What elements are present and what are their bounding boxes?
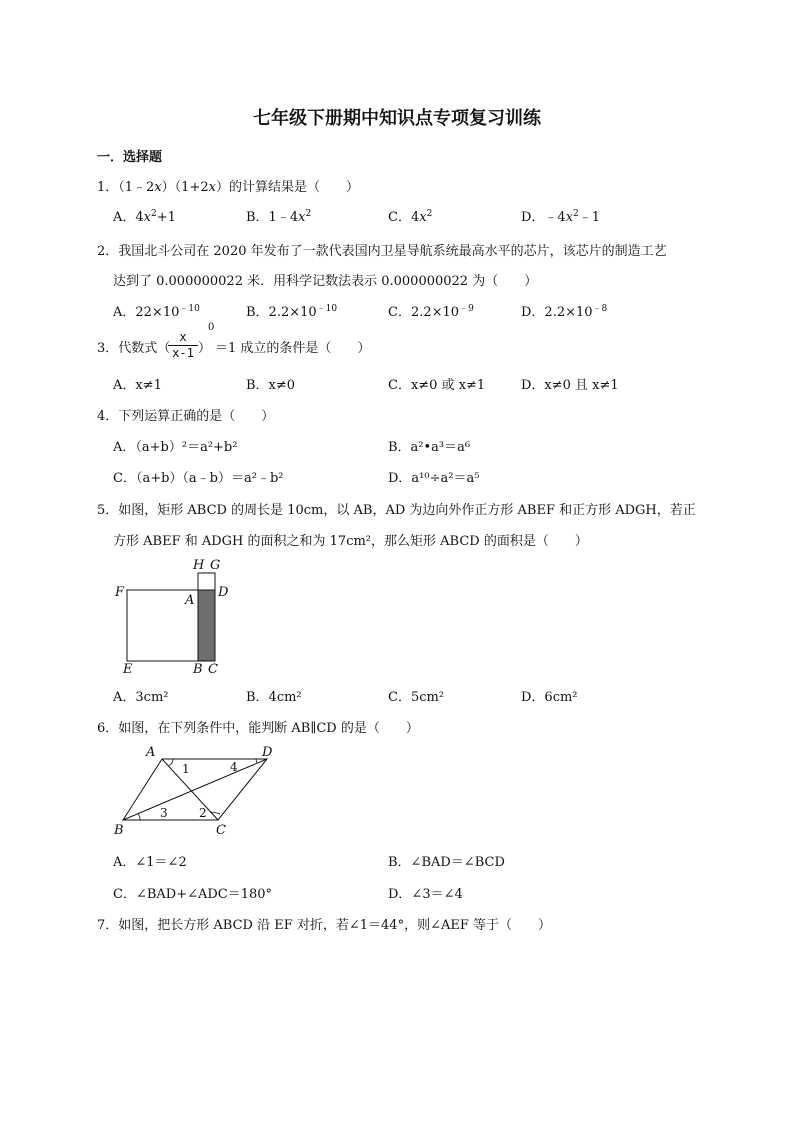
label-b: B bbox=[193, 662, 203, 677]
question-5-option-d: D．6cm² bbox=[521, 690, 578, 705]
angle-label-2: 2 bbox=[199, 806, 207, 820]
label-e: E bbox=[123, 662, 133, 677]
question-2-option-a: A．$22\times 10^{﹣10}$ bbox=[113, 304, 200, 320]
question-6-option-b: B．∠BAD＝∠BCD bbox=[388, 855, 505, 870]
question-6-option-d: D．∠3＝∠4 bbox=[388, 887, 463, 902]
question-5-option-a: A．3cm² bbox=[113, 690, 169, 705]
label-a: A bbox=[185, 593, 195, 608]
fraction-numerator: x bbox=[179, 330, 187, 344]
label-a: A bbox=[146, 745, 156, 760]
question-4-stem: 4．下列运算正确的是（ ） bbox=[97, 409, 275, 424]
question-5-option-c: C．5cm² bbox=[388, 690, 445, 705]
question-4-option-d: D．a¹⁰÷a²＝a⁵ bbox=[388, 471, 480, 486]
question-3-option-c: C．x≠0 或 x≠1 bbox=[388, 378, 486, 393]
label-d: D bbox=[262, 745, 273, 760]
label-h: H bbox=[193, 558, 205, 573]
label-g: G bbox=[210, 558, 221, 573]
question-2-option-c: C．$2.2\times 10^{﹣9}$ bbox=[388, 304, 474, 320]
question-3-exponent: 0 bbox=[208, 322, 215, 333]
question-5-stem-line-2: 方形 ABEF 和 ADGH 的面积之和为 17cm²，那么矩形 ABCD 的面积是（ ） bbox=[113, 534, 588, 549]
section-heading: 一．选择题 bbox=[97, 150, 163, 165]
question-1-stem: 1．（1﹣2x）（1+2x）的计算结果是（ ） bbox=[97, 180, 359, 195]
label-d: D bbox=[218, 585, 229, 600]
label-f: F bbox=[115, 585, 125, 600]
fraction-denominator: x-1 bbox=[172, 346, 194, 360]
question-6-stem: 6．如图，在下列条件中，能判断 AB∥CD 的是（ ） bbox=[97, 721, 419, 736]
question-3-option-a: A．x≠1 bbox=[113, 378, 162, 393]
question-1-option-a: A．$4x^2+1$ bbox=[113, 209, 176, 225]
question-2-option-b: B．$2.2\times 10^{﹣10}$ bbox=[246, 304, 338, 320]
question-3-stem-prefix: 3．代数式（ bbox=[97, 341, 171, 356]
angle-label-4: 4 bbox=[230, 760, 238, 774]
question-3-option-d: D．x≠0 且 x≠1 bbox=[521, 378, 619, 393]
question-1-option-d: D．$﹣4x^2﹣1$ bbox=[521, 209, 601, 225]
question-3-stem-suffix: ＝1 成立的条件是（ ） bbox=[215, 341, 371, 356]
page-title: 七年级下册期中知识点专项复习训练 bbox=[253, 108, 541, 129]
angle-arc-3 bbox=[138, 814, 140, 820]
question-2-option-d: D．$2.2\times 10^{﹣8}$ bbox=[521, 304, 608, 320]
angle-label-3: 3 bbox=[160, 806, 168, 820]
label-c: C bbox=[216, 823, 226, 837]
question-4-option-a: A．（a+b）²＝a²+b² bbox=[113, 440, 238, 455]
question-3-fraction bbox=[168, 330, 198, 360]
square-adgh bbox=[198, 573, 215, 590]
question-1-option-c: C．$4x^2$ bbox=[388, 209, 433, 225]
angle-arc-4 bbox=[256, 759, 257, 763]
question-2-stem-line-2: 达到了 0.000000022 米．用科学记数法表示 0.000000022 为（ ） bbox=[113, 274, 538, 289]
question-5-stem-line-1: 5．如图，矩形 ABCD 的周长是 10cm，以 AB，AD 为边向外作正方形 ABEF 和正方形 ADGH，若正 bbox=[97, 503, 696, 518]
angle-label-1: 1 bbox=[182, 762, 190, 776]
question-6-option-a: A．∠1＝∠2 bbox=[113, 855, 187, 870]
angle-arc-1 bbox=[168, 759, 173, 766]
question-5-option-b: B．4cm² bbox=[246, 690, 302, 705]
question-7-stem: 7．如图，把长方形 ABCD 沿 EF 对折，若∠1＝44°，则∠AEF 等于（ ） bbox=[97, 918, 551, 933]
label-b: B bbox=[114, 823, 124, 837]
question-2-stem-line-1: 2．我国北斗公司在 2020 年发布了一款代表国内卫星导航系统最高水平的芯片，该芯片的制造工艺 bbox=[97, 244, 667, 259]
diagonal-ac bbox=[162, 759, 218, 820]
diagonal-bd bbox=[123, 759, 267, 820]
question-4-option-b: B．a²•a³＝a⁶ bbox=[388, 440, 471, 455]
question-6-option-c: C．∠BAD+∠ADC＝180° bbox=[113, 887, 273, 902]
question-6-figure bbox=[110, 742, 280, 837]
question-1-option-b: B．$1﹣4x^2$ bbox=[246, 209, 312, 225]
question-3-close-paren: ） bbox=[198, 341, 212, 356]
question-5-figure bbox=[110, 553, 250, 678]
question-4-option-c: C．（a+b）（a﹣b）＝a²﹣b² bbox=[113, 471, 284, 486]
question-3-option-b: B．x≠0 bbox=[246, 378, 296, 393]
rectangle-abcd bbox=[198, 590, 215, 661]
label-c: C bbox=[208, 662, 218, 677]
